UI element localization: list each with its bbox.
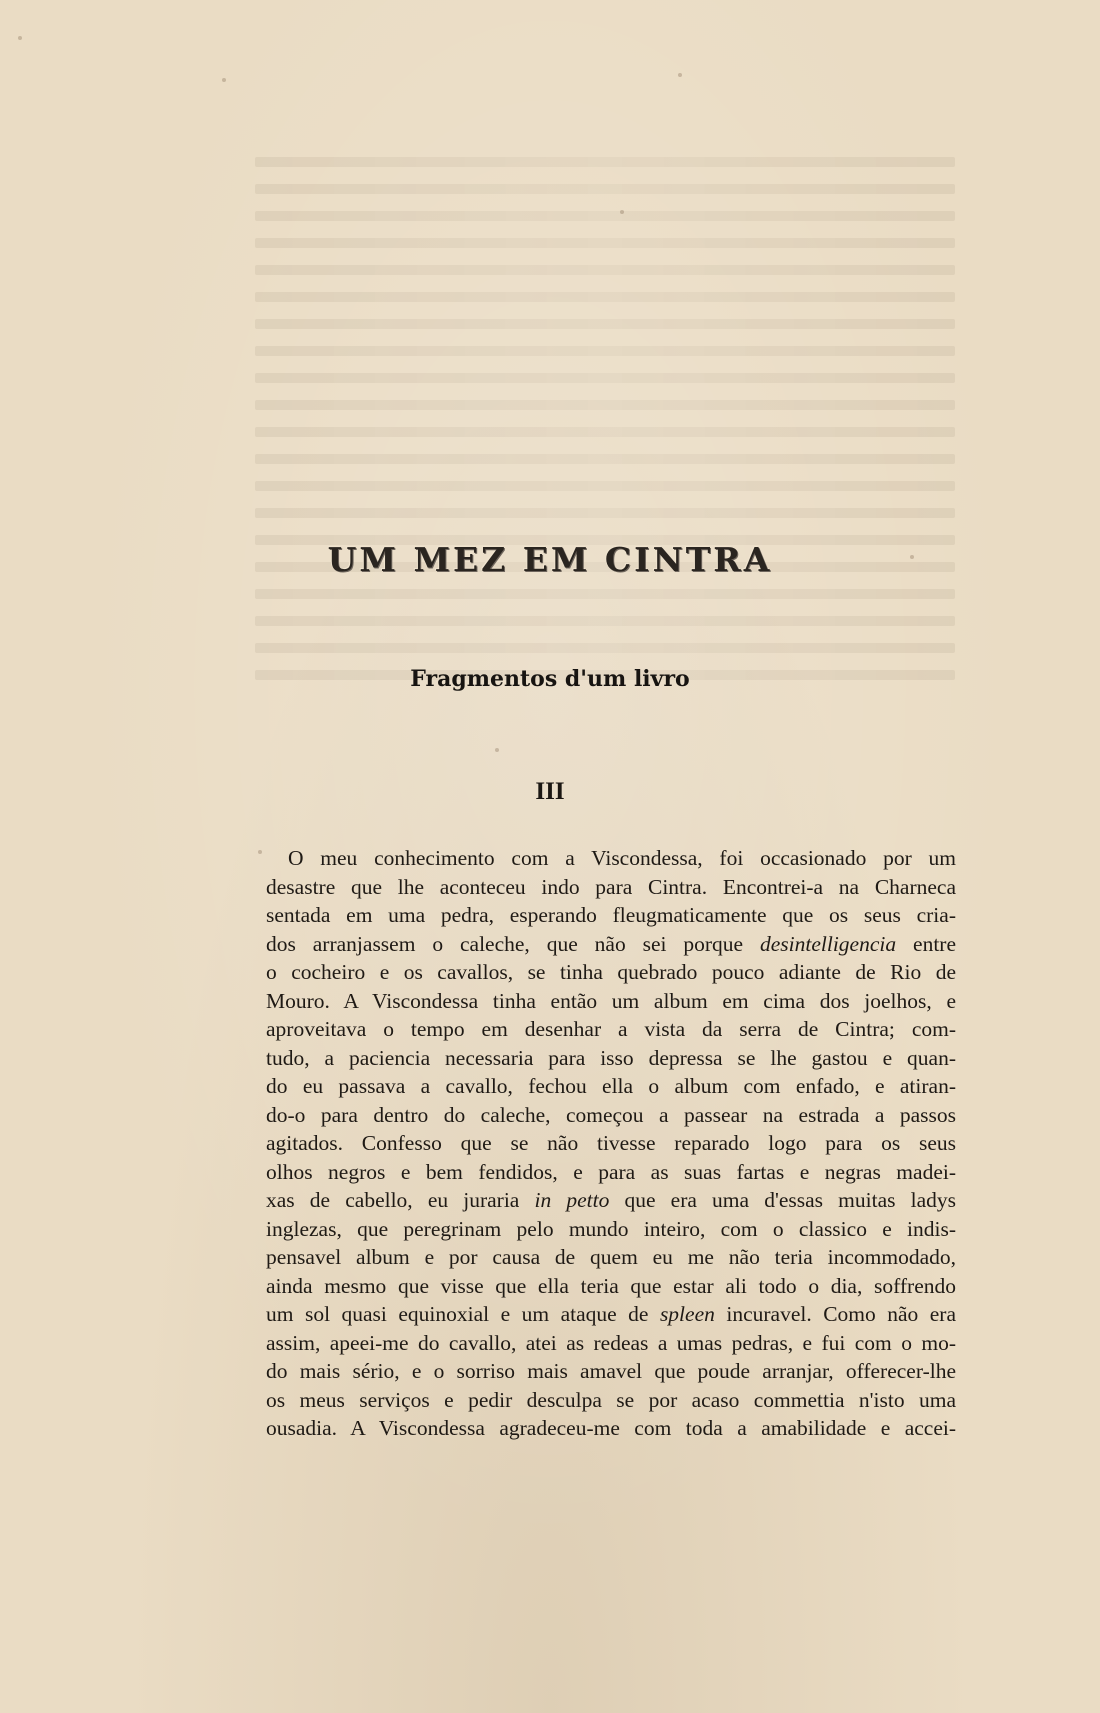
paragraph-line: aproveitava o tempo em desenhar a vista da serra de Cintra; com- xyxy=(266,1017,956,1041)
paragraph-line: inglezas, que peregrinam pelo mundo inteiro, com o classico e indis- xyxy=(266,1216,956,1241)
paragraph-line: ousadia. A Viscondessa agradeceu-me com toda a amabilidade e accei- xyxy=(266,1416,956,1440)
paragraph-line: agitados. Confesso que se não tivesse reparado logo para os seus xyxy=(266,1131,956,1155)
body-paragraph xyxy=(266,844,956,1443)
paragraph-line: sentada em uma pedra, esperando fleugmaticamente que os seus cria- xyxy=(266,903,956,927)
paragraph-line: do-o para dentro do caleche, começou a passear na estrada a passos xyxy=(266,1102,956,1127)
paragraph-line: O meu conhecimento com a Viscondessa, foi occasionado por um xyxy=(288,846,956,870)
paragraph-line: olhos negros e bem fendidos, e para as suas fartas e negras madei- xyxy=(266,1159,956,1184)
paragraph-line: dos arranjassem o caleche, que não sei porque desintelligencia entre xyxy=(266,931,956,956)
paragraph-line: do mais sério, e o sorriso mais amavel que poude arranjar, offerecer-lhe xyxy=(266,1359,956,1383)
paragraph-line: pensavel album e por causa de quem eu me não teria incommodado, xyxy=(266,1245,956,1269)
paragraph-line: xas de cabello, eu juraria in petto que era uma d'essas muitas ladys xyxy=(266,1188,957,1212)
paragraph-line: tudo, a paciencia necessaria para isso depressa se lhe gastou e quan- xyxy=(266,1045,956,1070)
paragraph-line: o cocheiro e os cavallos, se tinha quebrado pouco adiante de Rio de xyxy=(266,960,956,984)
paragraph-line: desastre que lhe aconteceu indo para Cintra. Encontrei-a na Charneca xyxy=(266,874,956,899)
paragraph-line: ainda mesmo que visse que ella teria que estar ali todo o dia, soffrendo xyxy=(266,1273,956,1298)
paragraph-line: do eu passava a cavallo, fechou ella o album com enfado, e atiran- xyxy=(266,1074,956,1098)
paragraph-line: um sol quasi equinoxial e um ataque de spleen incuravel. Como não era xyxy=(266,1302,956,1326)
paragraph-line: os meus serviços e pedir desculpa se por acaso commettia n'isto uma xyxy=(266,1387,956,1412)
chapter-title: UM MEZ EM CINTRA xyxy=(327,540,773,579)
paragraph-line: assim, apeei-me do cavallo, atei as redeas a umas pedras, e fui com o mo- xyxy=(266,1330,956,1355)
chapter-subtitle: Fragmentos d'um livro xyxy=(410,666,690,692)
paragraph-line: Mouro. A Viscondessa tinha então um album em cima dos joelhos, e xyxy=(266,988,956,1013)
section-number: III xyxy=(535,778,565,805)
